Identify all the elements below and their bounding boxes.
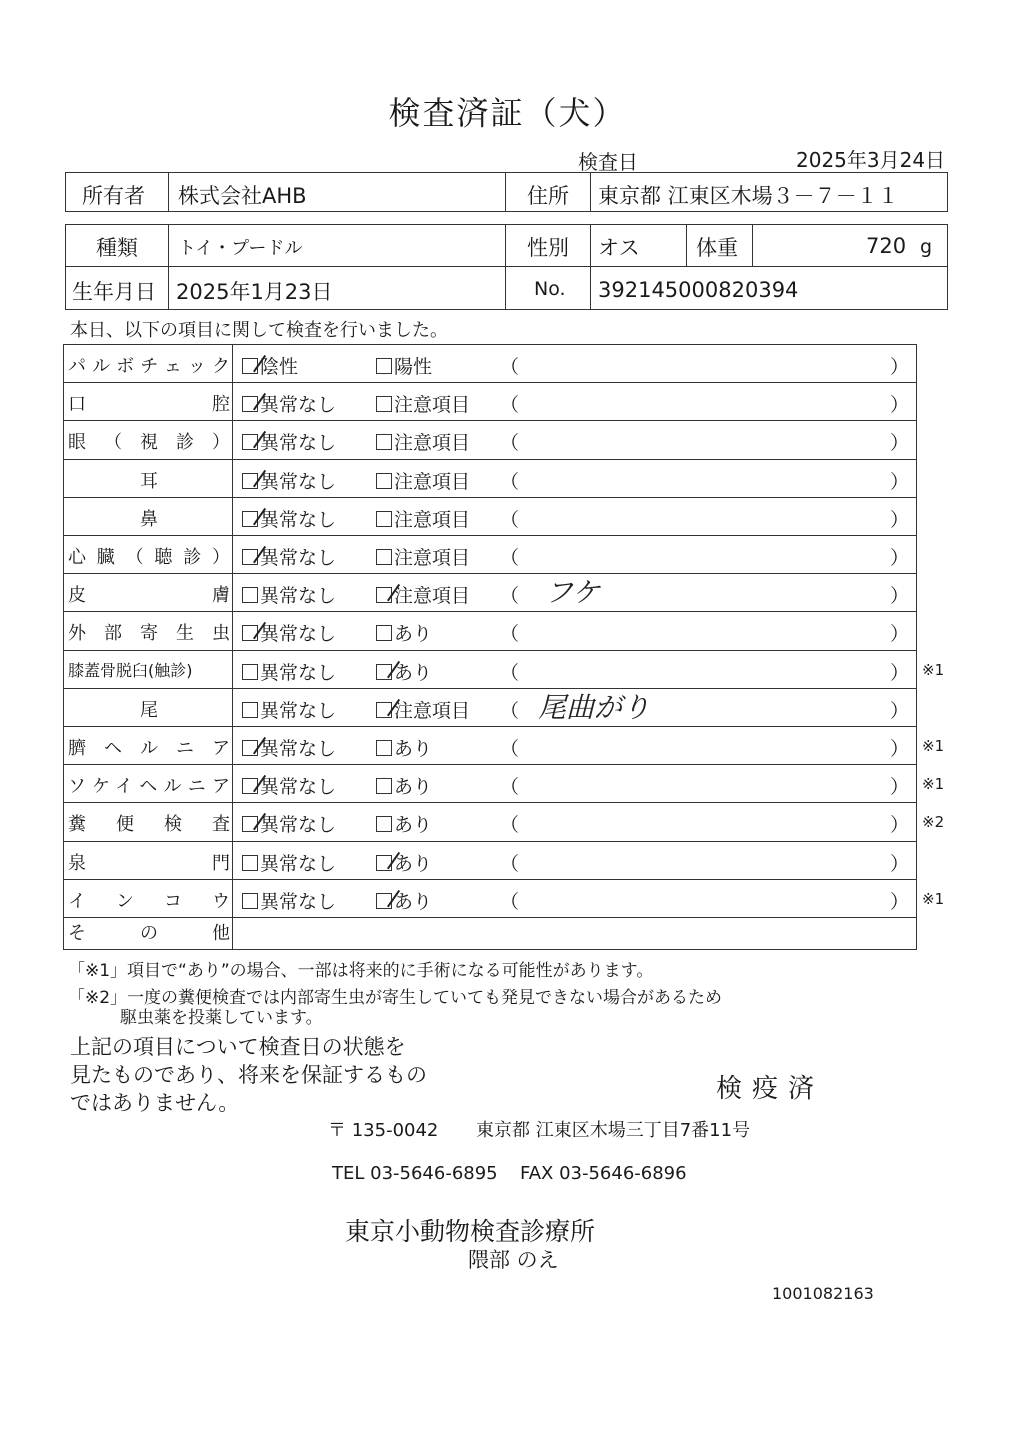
option-label: 注意項目 [394,394,471,416]
option-normal [242,619,336,646]
paren-open: （ [500,853,520,875]
checkbox-icon[interactable] [376,434,392,450]
sex-value: オス [598,236,640,260]
footnote-mark: ※1 [922,775,945,793]
option-normal [242,849,336,876]
option-normal [242,390,336,417]
row-label: 膝蓋骨脱臼(触診) [68,661,193,680]
option-label: 異常なし [260,662,337,684]
paren-open: （ [500,662,520,684]
paren-open: （ [500,471,520,493]
checkbox-icon[interactable] [376,358,392,374]
postal-code: 〒 135-0042 [328,1120,439,1141]
option-label: あり [394,662,433,684]
option-attention [376,581,470,608]
option-normal [242,352,298,379]
paren-close: ） [890,585,910,607]
checkbox-icon[interactable] [242,816,258,832]
paren-close: ） [890,738,910,760]
option-label: 異常なし [260,776,337,798]
option-normal [242,772,336,799]
option-attention [376,352,432,379]
checkbox-icon[interactable] [242,855,258,871]
checkbox-icon[interactable] [376,587,392,603]
row-label: 尾 [140,700,158,721]
paren-close: ） [890,356,910,378]
checkbox-icon[interactable] [242,434,258,450]
row-label: 臍ヘルニア [68,738,230,759]
quarantine-stamp: 検疫済 [716,1074,825,1104]
document-title: 検査済証（犬） [388,94,627,132]
option-attention [376,467,470,494]
checkbox-icon[interactable] [376,855,392,871]
paren-close: ） [890,853,910,875]
option-attention [376,696,470,723]
paren-open: （ [500,356,520,378]
checkbox-icon[interactable] [376,664,392,680]
option-label: 陰性 [260,356,299,378]
owner-value: 株式会社AHB [178,184,307,208]
checkbox-icon[interactable] [242,893,258,909]
paren-close: ） [890,509,910,531]
checkbox-icon[interactable] [242,358,258,374]
row-label: 泉門 [68,853,230,874]
option-label: 異常なし [260,738,337,760]
checkbox-icon[interactable] [376,549,392,565]
checkbox-icon[interactable] [376,702,392,718]
option-label: 異常なし [260,814,337,836]
checkbox-icon[interactable] [376,511,392,527]
paren-open: （ [500,738,520,760]
paren-close: ） [890,432,910,454]
option-normal [242,658,336,685]
breed-value: トイ・プードル [178,238,303,259]
option-label: 注意項目 [394,547,471,569]
paren-open: （ [500,700,520,722]
option-attention [376,849,432,876]
paren-open: （ [500,623,520,645]
paren-open: （ [500,891,520,913]
option-normal [242,734,336,761]
option-label: 注意項目 [394,700,471,722]
checkbox-icon[interactable] [376,396,392,412]
option-label: 注意項目 [394,585,471,607]
footnote-mark: ※1 [922,890,945,908]
option-attention [376,772,432,799]
option-label: 異常なし [260,394,337,416]
inspection-date-value: 2025年3月24日 [796,148,946,172]
row-label: インコウ [68,891,230,912]
number-label: No. [534,278,566,300]
option-label: 注意項目 [394,471,471,493]
option-attention [376,810,432,837]
handwritten-note: フケ [545,576,601,609]
row-label: パルボチェック [68,356,230,377]
intro-text: 本日、以下の項目に関して検査を行いました。 [70,320,448,341]
option-label: あり [394,891,433,913]
option-attention [376,390,470,417]
option-label: 注意項目 [394,509,471,531]
weight-value: 720 [866,234,907,258]
checkbox-icon[interactable] [242,549,258,565]
paren-close: ） [890,776,910,798]
disclaimer-line-1: 上記の項目について検査日の状態を [70,1035,406,1059]
option-label: 異常なし [260,623,337,645]
serial-number: 1001082163 [772,1284,874,1303]
paren-close: ） [890,471,910,493]
checkbox-icon[interactable] [242,778,258,794]
option-label: 異常なし [260,547,337,569]
option-attention [376,428,470,455]
checkbox-icon[interactable] [242,473,258,489]
checkbox-icon[interactable] [376,740,392,756]
footnote-mark: ※2 [922,813,945,831]
option-normal [242,581,336,608]
paren-open: （ [500,776,520,798]
paren-open: （ [500,394,520,416]
checkbox-icon[interactable] [376,893,392,909]
checkbox-icon[interactable] [242,625,258,641]
checkbox-icon[interactable] [376,816,392,832]
footnote-2-cont: 駆虫薬を投薬しています。 [120,1008,323,1028]
weight-unit: g [920,236,933,258]
option-label: 異常なし [260,432,337,454]
paren-close: ） [890,891,910,913]
row-label: 糞便検査 [68,814,230,835]
paren-open: （ [500,585,520,607]
option-attention [376,543,470,570]
footnote-2: 「※2」一度の糞便検査では内部寄生虫が寄生していても発見できない場合があるため [68,988,723,1008]
option-normal [242,505,336,532]
option-label: 異常なし [260,585,337,607]
sex-label: 性別 [527,236,569,260]
option-normal [242,543,336,570]
owner-label: 所有者 [82,184,145,208]
clinic-address: 東京都 江東区木場三丁目7番11号 [476,1120,751,1141]
checkbox-icon[interactable] [242,511,258,527]
paren-close: ） [890,662,910,684]
option-label: 異常なし [260,891,337,913]
row-label: 外部寄生虫 [68,623,230,644]
option-normal [242,428,336,455]
disclaimer-line-2: 見たものであり、将来を保証するもの [70,1063,427,1087]
option-label: 異常なし [260,509,337,531]
weight-label: 体重 [696,236,738,260]
row-label: 耳 [140,471,158,492]
option-label: 異常なし [260,471,337,493]
option-label: 異常なし [260,700,337,722]
checkbox-icon[interactable] [242,587,258,603]
telephone: TEL 03-5646-6895 [332,1163,498,1184]
option-normal [242,696,336,723]
row-label: 鼻 [140,509,158,530]
option-attention [376,619,432,646]
option-label: 陽性 [394,356,433,378]
option-label: あり [394,776,433,798]
checkbox-icon[interactable] [242,740,258,756]
row-label: 眼（視診） [68,432,230,453]
breed-label: 種類 [96,236,138,260]
handwritten-note: 尾曲がり [538,691,651,724]
footnote-mark: ※1 [922,737,945,755]
other-label: その他 [68,923,230,944]
birth-label: 生年月日 [72,280,156,304]
clinic-name: 東京小動物検査診療所 [344,1217,595,1246]
checkbox-icon[interactable] [242,664,258,680]
option-label: あり [394,738,433,760]
inspection-date-label: 検査日 [578,150,638,174]
checkbox-icon[interactable] [376,625,392,641]
number-value: 392145000820394 [598,278,799,302]
paren-open: （ [500,432,520,454]
row-label: 皮膚 [68,585,230,606]
doctor-name: 隈部 のえ [468,1248,559,1272]
option-label: 注意項目 [394,432,471,454]
option-normal [242,810,336,837]
checkbox-icon[interactable] [242,702,258,718]
option-normal [242,467,336,494]
fax: FAX 03-5646-6896 [520,1163,687,1184]
option-attention [376,887,432,914]
paren-close: ） [890,394,910,416]
checkbox-icon[interactable] [376,473,392,489]
option-attention [376,658,432,685]
footnote-1: 「※1」項目で“あり”の場合、一部は将来的に手術になる可能性があります。 [68,961,654,981]
option-attention [376,505,470,532]
option-label: 異常なし [260,853,337,875]
paren-open: （ [500,814,520,836]
paren-open: （ [500,509,520,531]
address-label: 住所 [527,184,569,208]
paren-close: ） [890,623,910,645]
checkbox-icon[interactable] [242,396,258,412]
option-label: あり [394,853,433,875]
option-attention [376,734,432,761]
row-label: ソケイヘルニア [68,776,230,797]
option-normal [242,887,336,914]
row-label: 口腔 [68,394,230,415]
paren-close: ） [890,814,910,836]
row-label: 心臓（聴診） [68,547,230,568]
checkbox-icon[interactable] [376,778,392,794]
option-label: あり [394,814,433,836]
disclaimer-line-3: ではありません。 [70,1091,240,1115]
birth-value: 2025年1月23日 [176,280,333,304]
footnote-mark: ※1 [922,661,945,679]
option-label: あり [394,623,433,645]
paren-open: （ [500,547,520,569]
paren-close: ） [890,700,910,722]
paren-close: ） [890,547,910,569]
address-value: 東京都 江東区木場３－７－１１ [598,184,899,208]
